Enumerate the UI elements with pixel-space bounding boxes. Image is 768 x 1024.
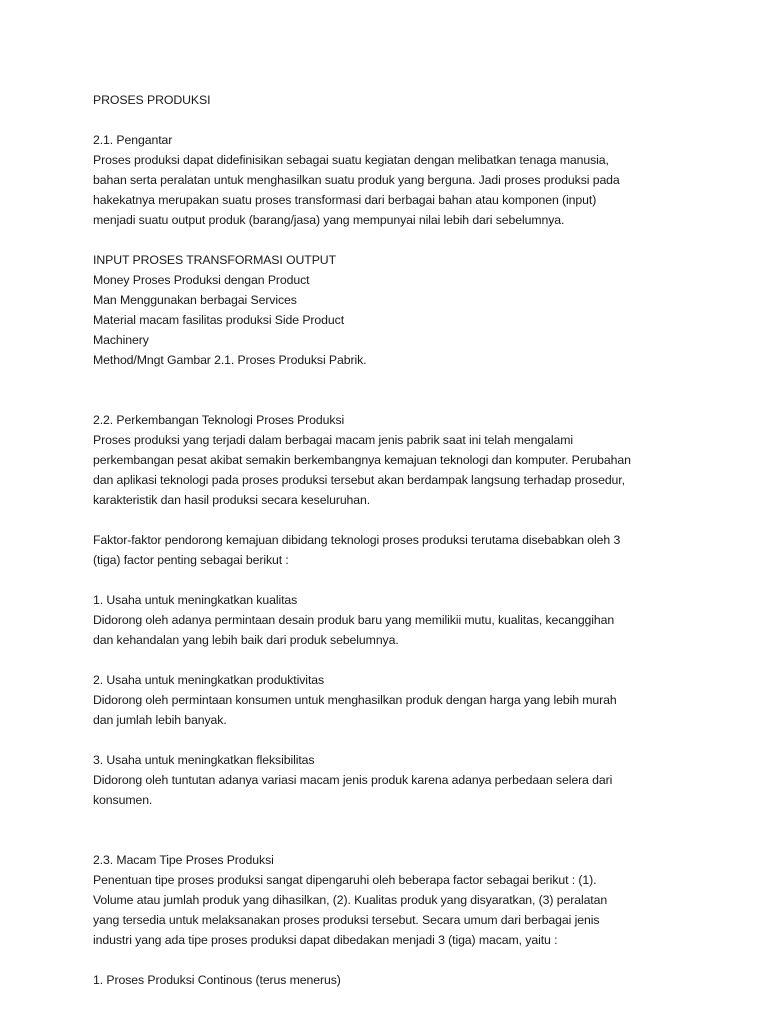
text-line: bahan serta peralatan untuk menghasilkan suatu produk yang berguna. Jadi proses produksi pada — [93, 173, 620, 187]
text-line: Penentuan tipe proses produksi sangat dipengaruhi oleh beberapa factor sebagai berikut : (1). — [93, 873, 597, 887]
blank-line — [93, 570, 693, 590]
text-line: 1. Proses Produksi Continous (terus menerus) — [93, 973, 341, 987]
text-line: Proses produksi dapat didefinisikan sebagai suatu kegiatan dengan melibatkan tenaga manusia, — [93, 153, 609, 167]
blank-line — [93, 390, 693, 410]
text-line: Didorong oleh adanya permintaan desain produk baru yang memilikii mutu, kualitas, kecanggihan — [93, 613, 615, 627]
text-line: dan aplikasi teknologi pada proses produksi tersebut akan berdampak langsung terhadap prosedur, — [93, 473, 625, 487]
text-line: INPUT PROSES TRANSFORMASI OUTPUT — [93, 253, 336, 267]
text-line: 2.1. Pengantar — [93, 133, 173, 147]
text-line: Machinery — [93, 333, 149, 347]
text-line: karakteristik dan hasil produksi secara keseluruhan. — [93, 493, 371, 507]
text-line: PROSES PRODUKSI — [93, 93, 211, 107]
text-line: Volume atau jumlah produk yang dihasilkan, (2). Kualitas produk yang disyaratkan, (3) peralatan — [93, 893, 608, 907]
text-line: konsumen. — [93, 793, 153, 807]
text-line: (tiga) factor penting sebagai berikut : — [93, 553, 289, 567]
text-line: perkembangan pesat akibat semakin berkembangnya kemajuan teknologi dan komputer. Perubahan — [93, 453, 631, 467]
text-line: 3. Usaha untuk meningkatkan fleksibilitas — [93, 753, 315, 767]
blank-line — [93, 950, 693, 970]
text-line: 2.2. Perkembangan Teknologi Proses Produksi — [93, 413, 345, 427]
blank-line — [93, 510, 693, 530]
text-line: dan jumlah lebih banyak. — [93, 713, 227, 727]
text-line: Didorong oleh permintaan konsumen untuk menghasilkan produk dengan harga yang lebih murah — [93, 693, 617, 707]
text-line: Material macam fasilitas produksi Side Product — [93, 313, 345, 327]
text-line: 2.3. Macam Tipe Proses Produksi — [93, 853, 274, 867]
blank-line — [93, 810, 693, 830]
blank-line — [93, 370, 693, 390]
text-line: dan kehandalan yang lebih baik dari produk sebelumnya. — [93, 633, 399, 647]
text-line: Method/Mngt Gambar 2.1. Proses Produksi Pabrik. — [93, 353, 367, 367]
document-body — [93, 90, 693, 990]
blank-line — [93, 730, 693, 750]
text-line: Faktor-faktor pendorong kemajuan dibidang teknologi proses produksi terutama disebabkan oleh 3 — [93, 533, 621, 547]
text-line: hakekatnya merupakan suatu proses transformasi dari berbagai bahan atau komponen (input) — [93, 193, 597, 207]
text-line: Man Menggunakan berbagai Services — [93, 293, 297, 307]
blank-line — [93, 230, 693, 250]
text-line: industri yang ada tipe proses produksi dapat dibedakan menjadi 3 (tiga) macam, yaitu : — [93, 933, 558, 947]
blank-line — [93, 830, 693, 850]
blank-line — [93, 110, 693, 130]
text-line: 1. Usaha untuk meningkatkan kualitas — [93, 593, 298, 607]
text-line: yang tersedia untuk melaksanakan proses produksi tersebut. Secara umum dari berbagai jenis — [93, 913, 600, 927]
text-line: Proses produksi yang terjadi dalam berbagai macam jenis pabrik saat ini telah mengalami — [93, 433, 574, 447]
text-line: Didorong oleh tuntutan adanya variasi macam jenis produk karena adanya perbedaan selera dari — [93, 773, 613, 787]
text-line: menjadi suatu output produk (barang/jasa) yang mempunyai nilai lebih dari sebelumnya. — [93, 213, 565, 227]
blank-line — [93, 650, 693, 670]
text-line: Money Proses Produksi dengan Product — [93, 273, 310, 287]
text-line: 2. Usaha untuk meningkatkan produktivitas — [93, 673, 325, 687]
